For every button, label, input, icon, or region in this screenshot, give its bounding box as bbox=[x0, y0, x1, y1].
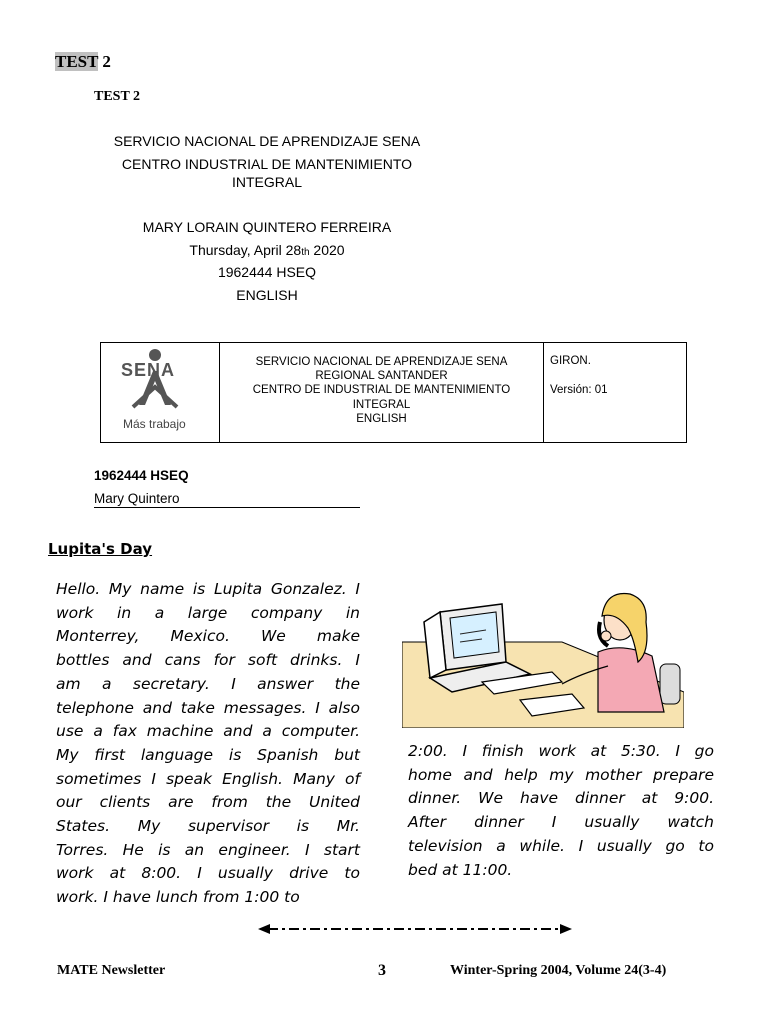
cover-subject: ENGLISH bbox=[236, 287, 298, 303]
article-line: 2:00. I finish work at 5:30. I go bbox=[408, 742, 714, 760]
article-line: Torres. He is an engineer. I start bbox=[56, 840, 360, 859]
document-header-table bbox=[100, 342, 687, 443]
article-line: Monterrey, Mexico. We make bbox=[56, 627, 360, 646]
cover-date-main: Thursday, April 28 bbox=[189, 242, 302, 258]
cover-date-sup: th bbox=[301, 247, 310, 258]
article-line: work in a large company in bbox=[56, 603, 360, 622]
article-line: telephone and take messages. I also bbox=[56, 698, 360, 717]
article-right-column bbox=[408, 740, 714, 882]
sena-logo-tagline: Más trabajo bbox=[123, 417, 186, 431]
article-line: work. I have lunch from 1:00 to bbox=[56, 888, 300, 907]
sena-logo-text: SENA bbox=[121, 360, 176, 380]
article-line: sometimes I speak English. Many of bbox=[56, 769, 360, 788]
article-line: use a fax machine and a computer. bbox=[56, 722, 360, 741]
article-line: After dinner I usually watch bbox=[408, 813, 714, 832]
test-heading bbox=[55, 52, 111, 72]
cover-date bbox=[60, 242, 474, 258]
cover-student-name: MARY LORAIN QUINTERO FERREIRA bbox=[142, 219, 392, 235]
article-line: am a secretary. I answer the bbox=[56, 674, 360, 693]
article-line: our clients are from the United bbox=[56, 793, 360, 812]
dashed-divider bbox=[258, 922, 572, 936]
table-divider-right bbox=[543, 343, 544, 442]
article-title: Lupita's Day bbox=[48, 540, 153, 558]
table-center-line: ENGLISH bbox=[356, 412, 407, 425]
test-heading-tag: TEST bbox=[55, 52, 99, 71]
table-center-line: SERVICIO NACIONAL DE APRENDIZAJE SENA bbox=[255, 356, 508, 368]
cover-group: 1962444 HSEQ bbox=[217, 264, 317, 280]
test-subheading: TEST 2 bbox=[94, 89, 141, 104]
woman-at-computer-icon bbox=[402, 582, 684, 728]
table-center-line: REGIONAL SANTANDER bbox=[315, 370, 448, 383]
article-line: work at 8:00. I usually drive to bbox=[56, 864, 360, 883]
cover-center-line2: INTEGRAL bbox=[231, 174, 302, 190]
sena-logo bbox=[115, 347, 211, 435]
cover-date-year: 2020 bbox=[309, 242, 345, 258]
article-line: Hello. My name is Lupita Gonzalez. I bbox=[56, 580, 360, 598]
table-version: Versión: 01 bbox=[550, 384, 608, 396]
student-name-line: Mary Quintero bbox=[94, 491, 360, 508]
footer-issue: Winter-Spring 2004, Volume 24(3-4) bbox=[450, 963, 667, 978]
article-line: home and help my mother prepare bbox=[408, 765, 714, 784]
footer-page-number: 3 bbox=[378, 962, 386, 979]
table-center-line: INTEGRAL bbox=[352, 398, 411, 411]
article-line: dinner. We have dinner at 9:00. bbox=[408, 789, 714, 808]
cover-center-line1: CENTRO INDUSTRIAL DE MANTENIMIENTO bbox=[121, 156, 413, 172]
article-line: television a while. I usually go to bbox=[408, 836, 714, 855]
cover-institution: SERVICIO NACIONAL DE APRENDIZAJE SENA bbox=[113, 133, 421, 149]
test-heading-number: 2 bbox=[102, 52, 111, 71]
table-city: GIRON. bbox=[550, 355, 591, 367]
table-center-line: CENTRO DE INDUSTRIAL DE MANTENIMIENTO bbox=[252, 384, 511, 397]
article-left-column bbox=[56, 578, 360, 910]
secretary-illustration bbox=[402, 582, 684, 728]
footer-newsletter: MATE Newsletter bbox=[57, 963, 166, 978]
table-center-cell bbox=[220, 355, 543, 426]
student-group: 1962444 HSEQ bbox=[94, 468, 189, 483]
article-line: bed at 11:00. bbox=[408, 860, 513, 879]
article-line: States. My supervisor is Mr. bbox=[56, 817, 360, 836]
double-arrow-icon bbox=[258, 922, 572, 936]
article-line: bottles and cans for soft drinks. I bbox=[56, 651, 360, 670]
article-line: My first language is Spanish but bbox=[56, 745, 360, 764]
